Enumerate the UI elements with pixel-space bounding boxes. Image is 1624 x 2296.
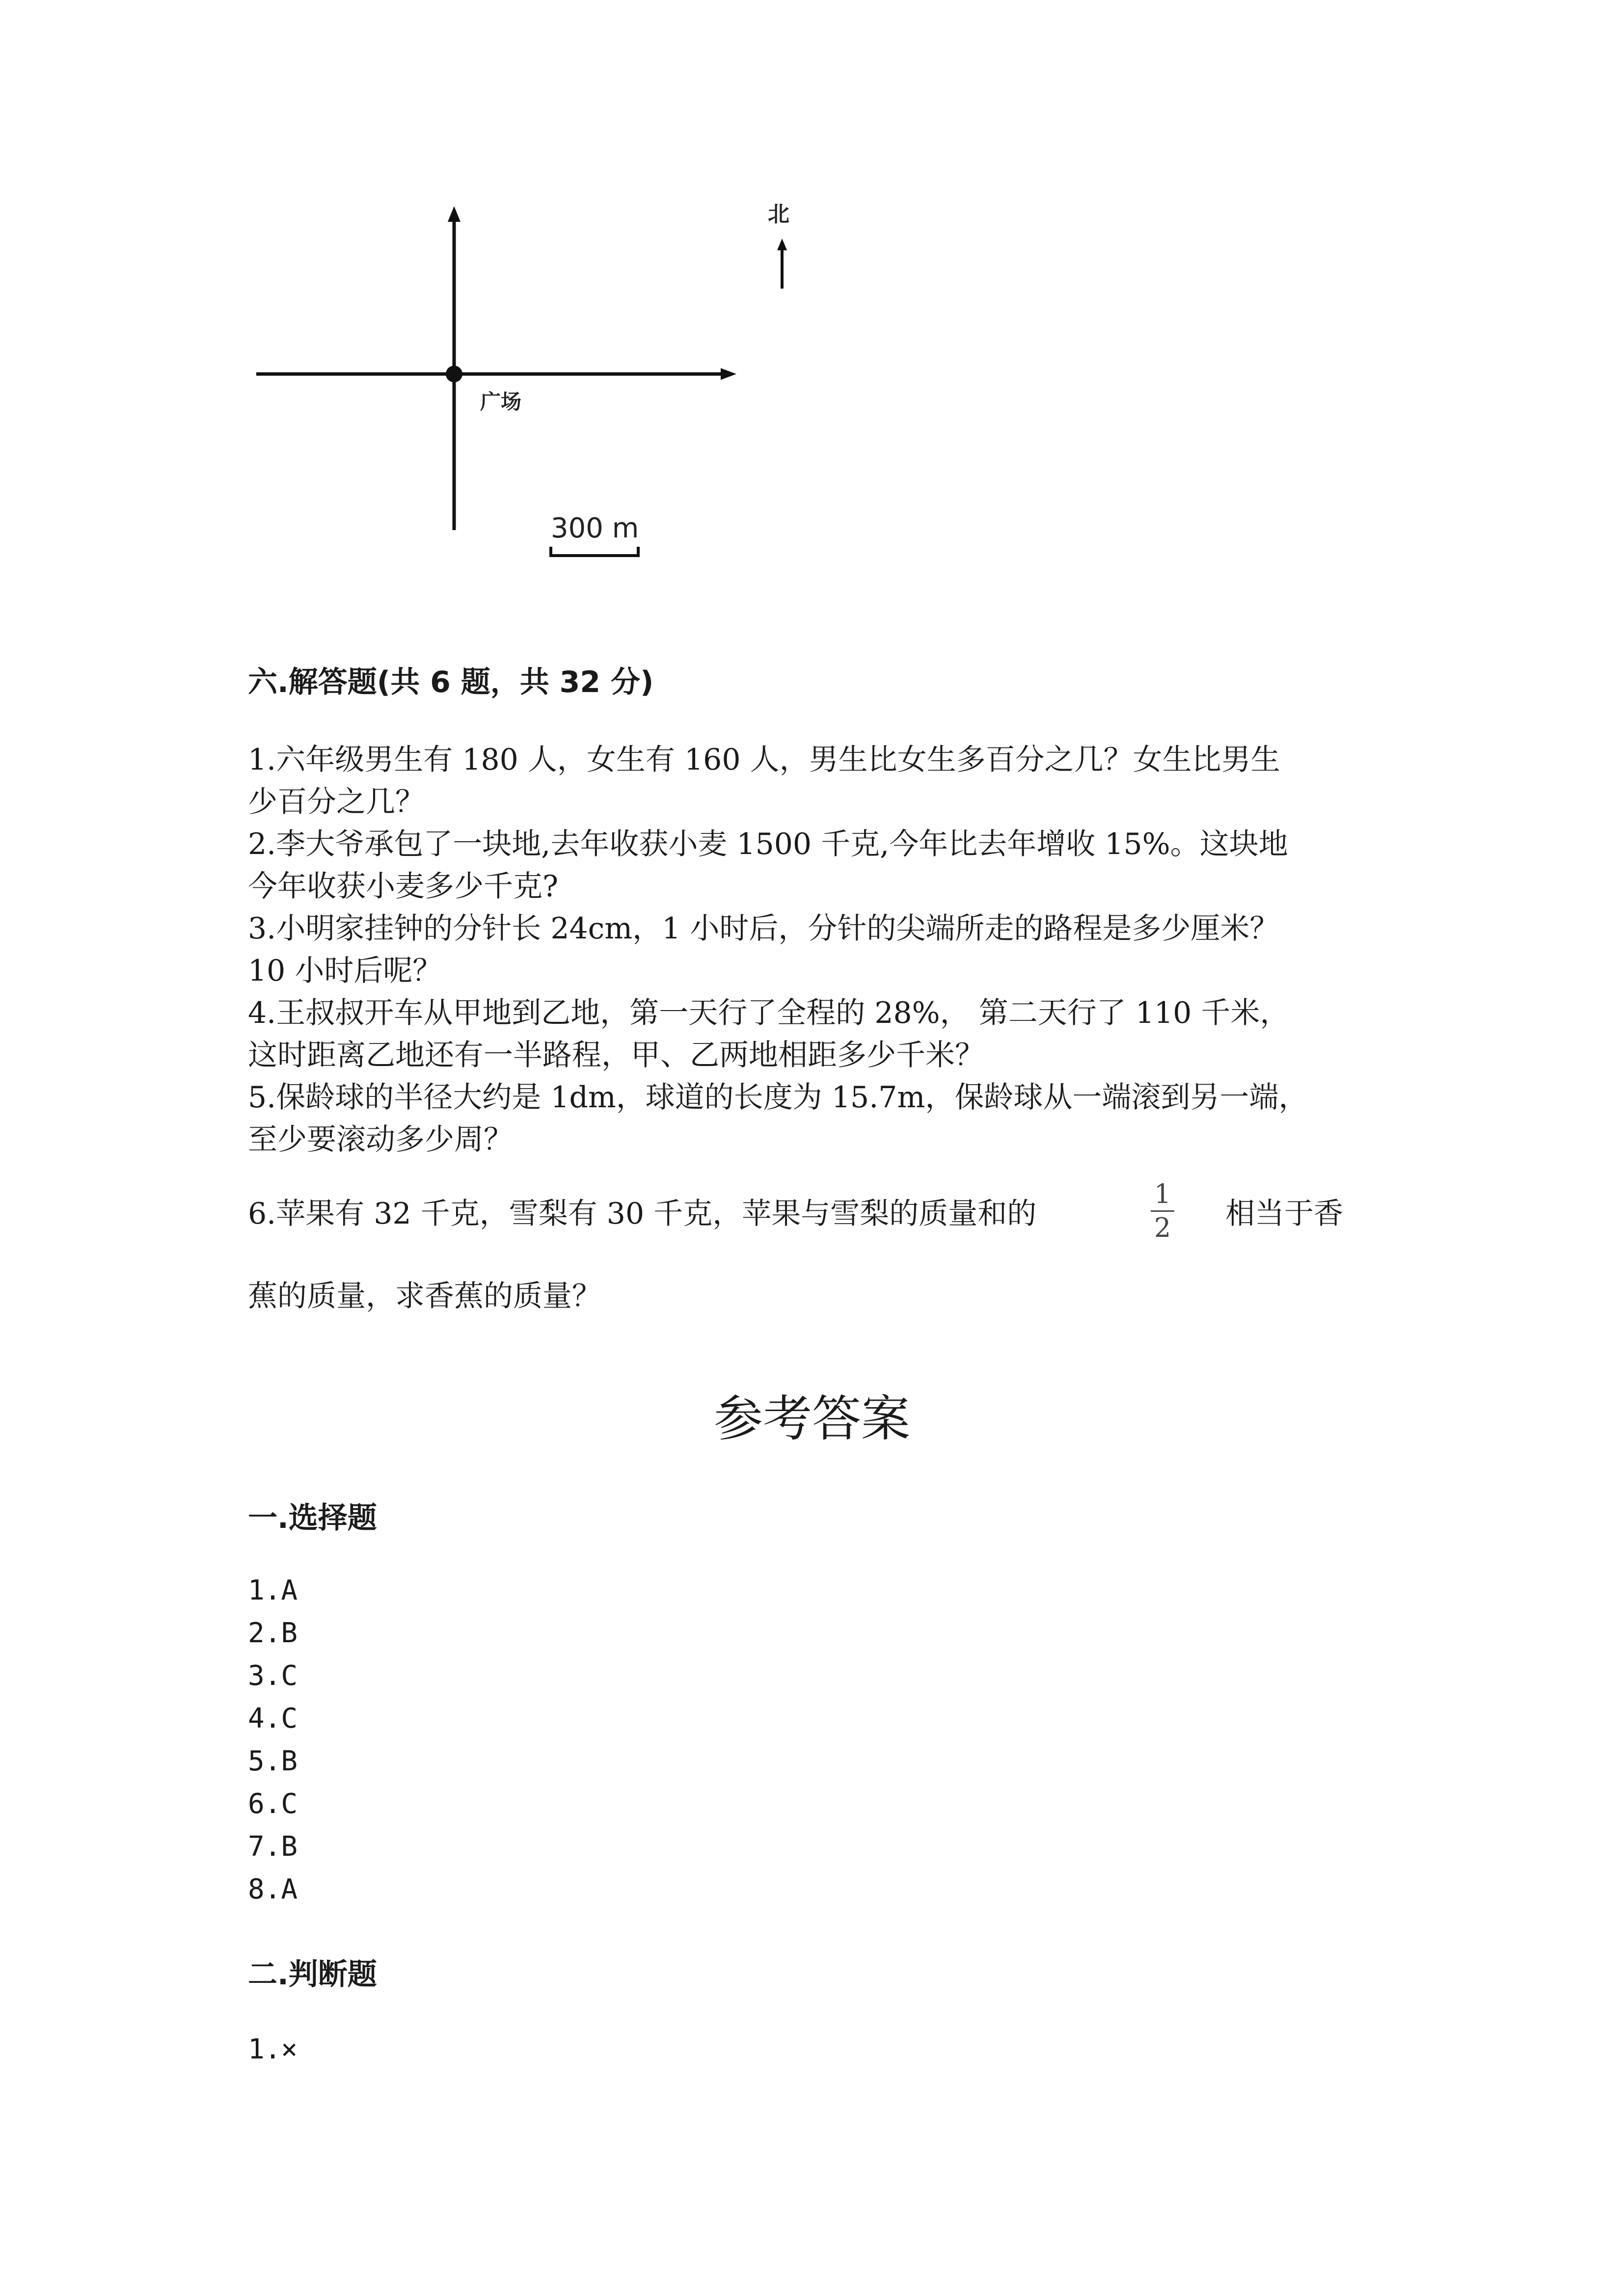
question-line: 这时距离乙地还有一半路程，甲、乙两地相距多少千米？ [248, 1038, 984, 1072]
east-axis-arrowhead [721, 368, 736, 380]
map-diagram [245, 191, 835, 584]
question-line: 1.六年级男生有 180 人，女生有 160 人，男生比女生多百分之几？女生比男生 [248, 743, 1280, 777]
fraction-numerator: 1 [1154, 1178, 1171, 1209]
question-line: 至少要滚动多少周？ [248, 1122, 513, 1157]
plaza-point [446, 366, 462, 382]
map-figure [245, 191, 835, 584]
answer-item: 5.B [248, 1745, 298, 1777]
answer-item: 1.× [248, 2033, 298, 2065]
answer-item: 4.C [248, 1703, 298, 1735]
question-line: 5.保龄球的半径大约是 1dm，球道的长度为 15.7m，保龄球从一端滚到另一端， [248, 1080, 1308, 1115]
fraction-denominator: 2 [1154, 1212, 1171, 1243]
section-6-heading: 六.解答题(共 6 题，共 32 分) [248, 665, 654, 699]
question-line: 4.王叔叔开车从甲地到乙地，第一天行了全程的 28%， 第二天行了 110 千米， [248, 996, 1290, 1030]
answer-item: 2.B [248, 1617, 298, 1649]
plaza-label: 广场 [480, 390, 522, 414]
question-6-part1: 6.苹果有 32 千克，雪梨有 30 千克，苹果与雪梨的质量和的 [248, 1197, 1037, 1231]
north-axis-arrowhead [448, 206, 460, 222]
answer-item: 6.C [248, 1788, 298, 1820]
north-label: 北 [768, 202, 789, 227]
question-6-part2: 相当于香 [1225, 1197, 1343, 1231]
question-line: 3.小明家挂钟的分针长 24cm，1 小时后，分针的尖端所走的路程是多少厘米？ [248, 911, 1279, 946]
question-line: 2.李大爷承包了一块地,去年收获小麦 1500 千克,今年比去年增收 15%。这块地 [248, 827, 1288, 861]
question-6-part3: 蕉的质量，求香蕉的质量？ [248, 1279, 601, 1313]
scale-label: 300 m [551, 512, 639, 544]
north-indicator-arrowhead [777, 239, 787, 250]
answer-section-2-heading: 二.判断题 [248, 1957, 377, 1992]
question-line: 10 小时后呢？ [248, 954, 442, 988]
answer-section-1-heading: 一.选择题 [248, 1501, 377, 1535]
answer-item: 8.A [248, 1873, 298, 1905]
answer-item: 3.C [248, 1660, 298, 1692]
answer-item: 1.A [248, 1575, 298, 1606]
fraction-one-half [1148, 1179, 1177, 1243]
answer-title: 参考答案 [714, 1390, 910, 1447]
fraction-bar [1151, 1210, 1174, 1212]
question-line: 少百分之几？ [248, 785, 425, 819]
answer-item: 7.B [248, 1831, 298, 1863]
question-line: 今年收获小麦多少千克? [248, 869, 559, 904]
